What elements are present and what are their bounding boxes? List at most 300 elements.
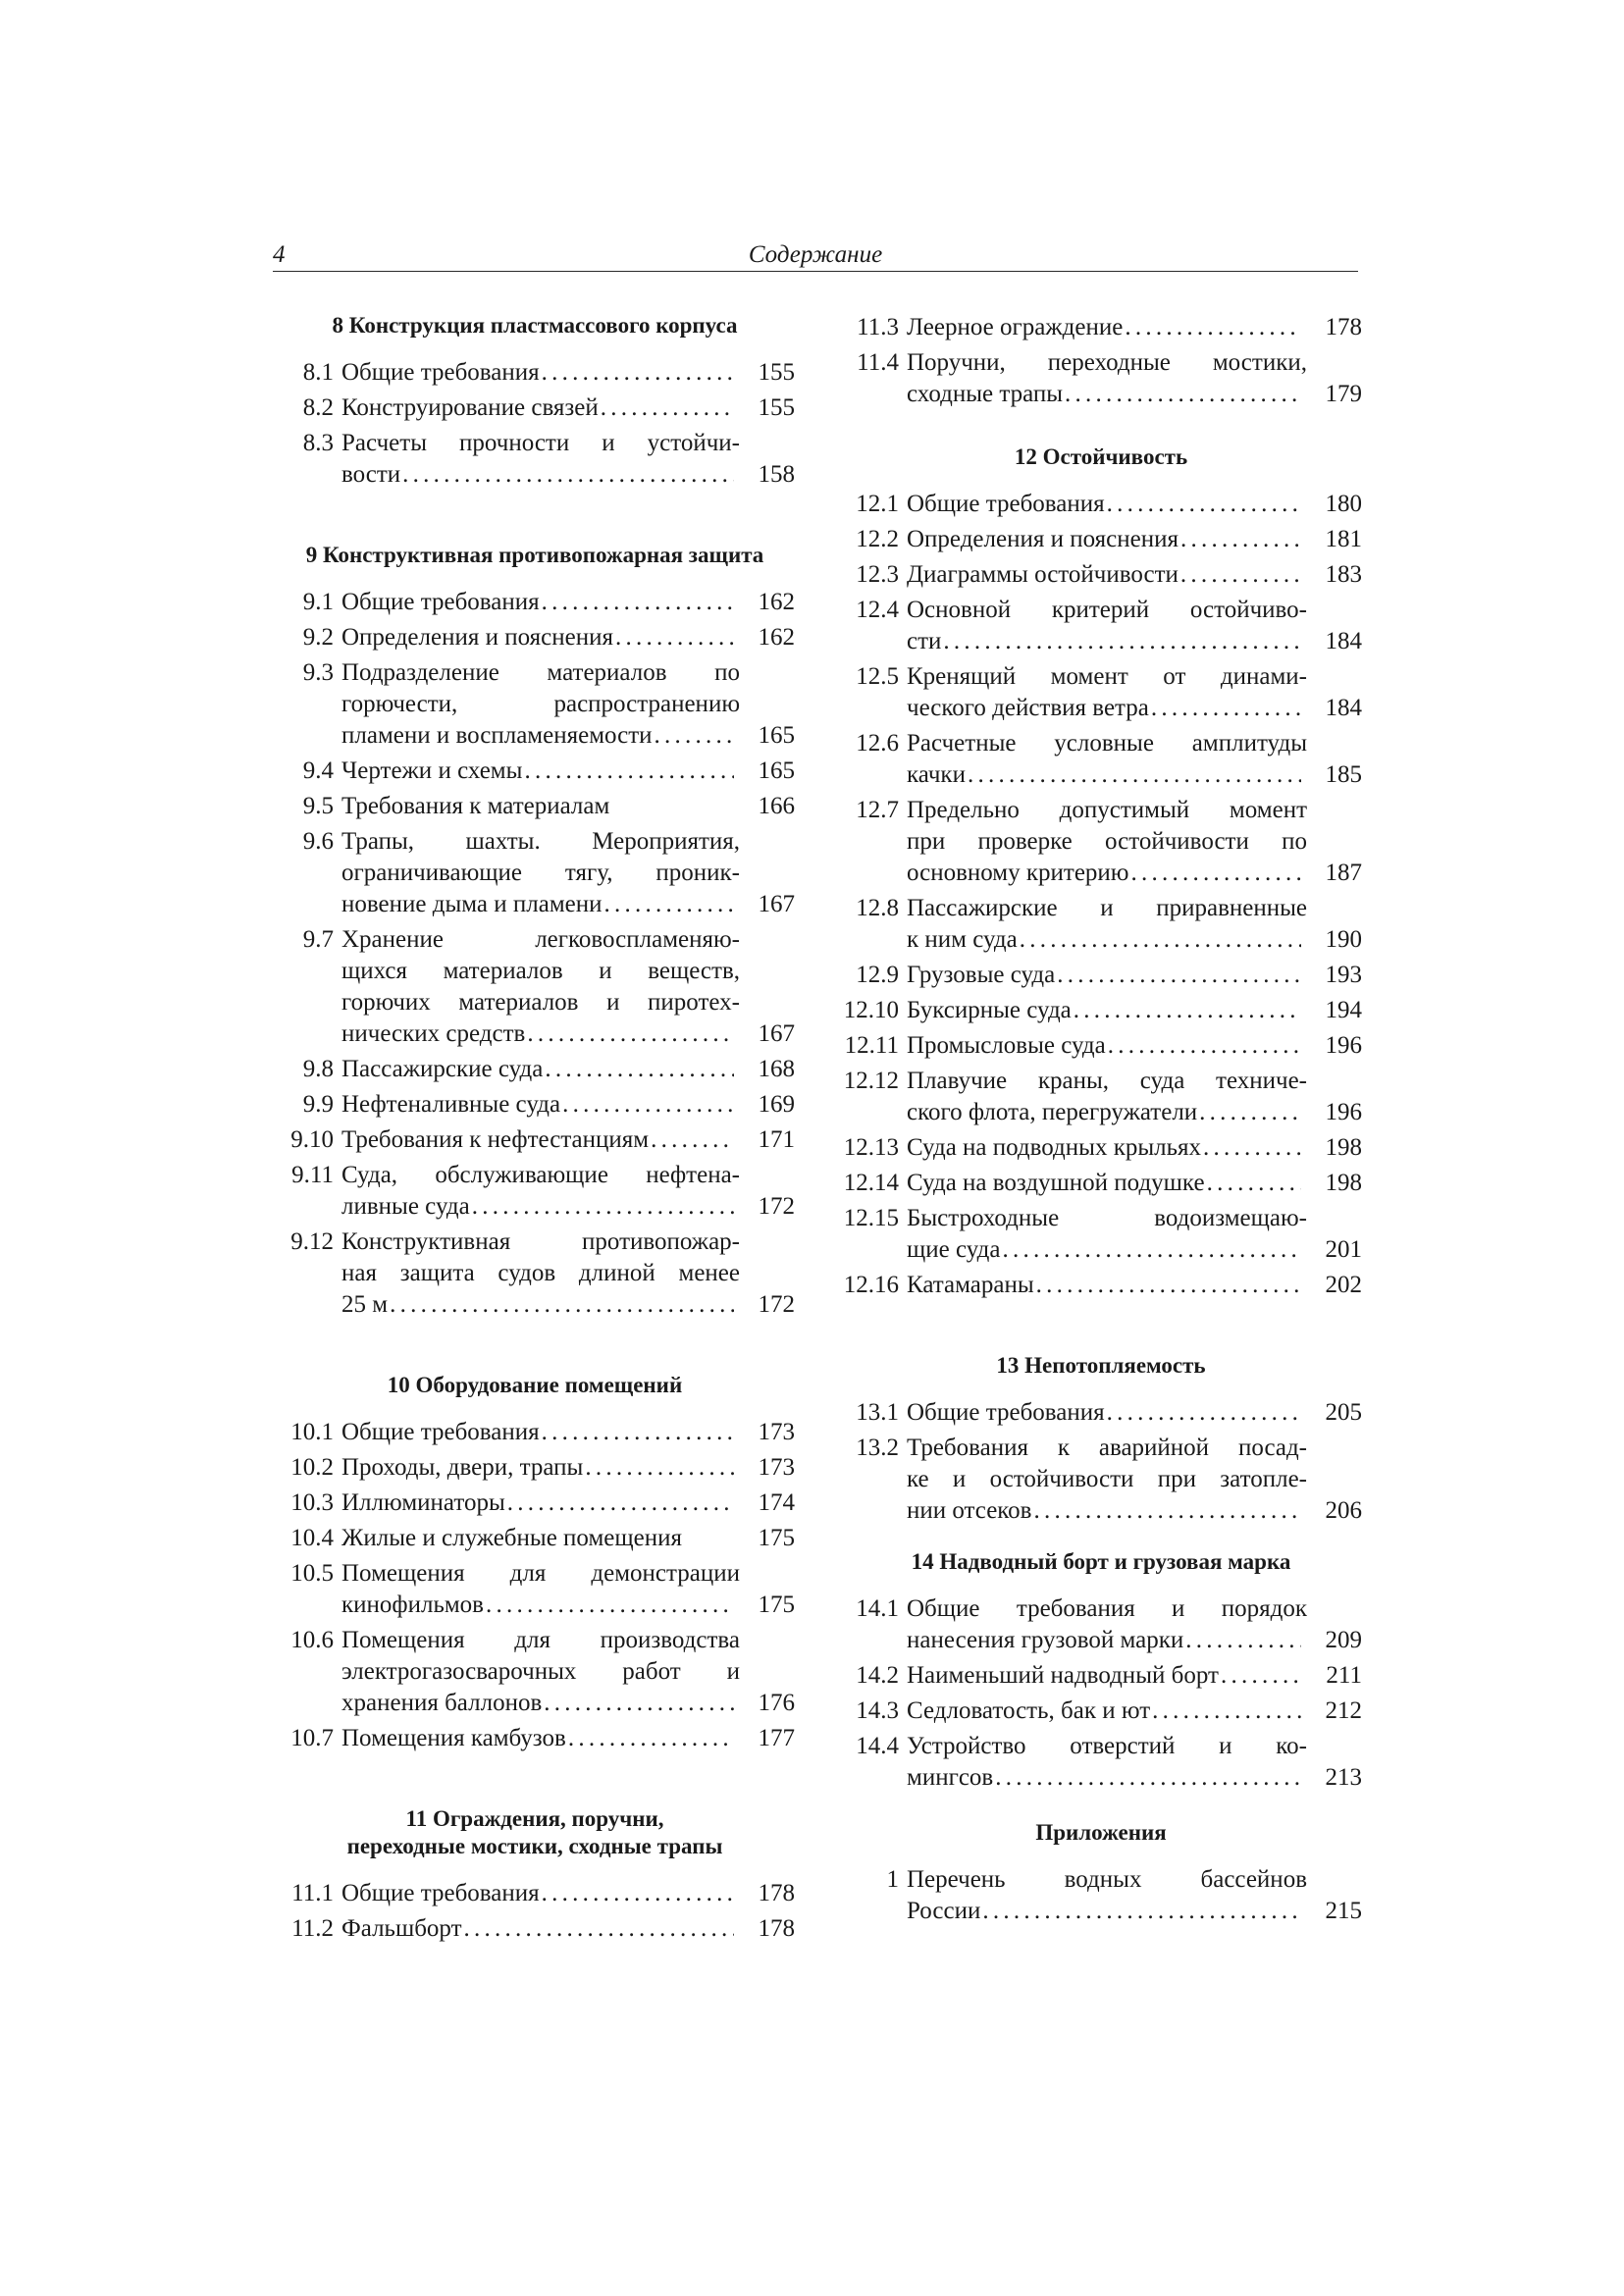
entry-title-last-line (341, 756, 740, 787)
entry-title (341, 587, 740, 618)
entry-number: 9.10 (290, 1126, 334, 1153)
entry-title-last-line (907, 1625, 1307, 1656)
entry-number: 12.12 (843, 1068, 899, 1094)
entry-number: 12.9 (856, 962, 899, 988)
entry-page-number: 184 (1325, 628, 1362, 654)
toc-entry[interactable] (275, 756, 795, 787)
toc-entry[interactable] (840, 1132, 1362, 1164)
entry-number: 9.1 (302, 589, 334, 615)
entry-title-line: горючих материалов и пиротех- (341, 989, 740, 1016)
toc-entry[interactable] (275, 1723, 795, 1754)
section-title-line: 13 Непотопляемость (996, 1353, 1206, 1378)
entry-title-last-line (341, 720, 740, 752)
toc-entry[interactable] (840, 1696, 1362, 1727)
entry-title-line: ограничивающие тягу, проник- (341, 860, 740, 886)
entry-page-number: 194 (1325, 997, 1362, 1023)
entry-title-line: основному критерию (907, 860, 1129, 886)
entry-title-line: Чертежи и схемы (341, 757, 523, 784)
toc-entry[interactable] (275, 1558, 795, 1621)
dot-leader (1185, 1625, 1301, 1656)
section-title (840, 1819, 1362, 1847)
toc-entry[interactable] (275, 1089, 795, 1121)
dot-leader (507, 1487, 734, 1519)
toc-entry[interactable] (275, 1417, 795, 1448)
section-title-line: 12 Остойчивость (1014, 444, 1188, 469)
entry-number: 9.2 (302, 624, 334, 651)
toc-entry[interactable] (840, 524, 1362, 555)
toc-entry[interactable] (840, 1731, 1362, 1794)
entry-title-last-line (907, 995, 1307, 1026)
entry-title-line: Промысловые суда (907, 1032, 1106, 1059)
entry-title (907, 489, 1307, 520)
entry-number: 12.2 (856, 526, 899, 552)
entry-page-number: 162 (758, 589, 795, 615)
entry-number: 14.1 (856, 1595, 899, 1622)
section-title (275, 312, 795, 339)
entry-page-number: 155 (758, 394, 795, 421)
entry-title-line: Нефтеналивные суда (341, 1091, 561, 1118)
entry-page-number: 168 (758, 1056, 795, 1082)
toc-entry[interactable] (840, 1168, 1362, 1199)
toc-column-left (275, 312, 795, 1949)
toc-entry[interactable] (275, 657, 795, 752)
entry-title-line: пламени и воспламеняемости (341, 722, 653, 749)
entry-title (907, 1660, 1307, 1692)
dot-leader (544, 1688, 734, 1719)
section-title-line: 10 Оборудование помещений (387, 1373, 683, 1397)
section-title-line: 14 Надводный борт и грузовая марка (911, 1549, 1291, 1574)
entry-title-line: Кренящий момент от динами- (907, 663, 1307, 690)
entry-title-line: Хранение легковоспламеняю- (341, 926, 740, 953)
entry-title-last-line (907, 759, 1307, 791)
entry-title-line: Требования к нефтестанциям (341, 1126, 650, 1153)
toc-entry[interactable] (840, 1030, 1362, 1062)
entry-title (907, 312, 1307, 343)
entry-number: 9.4 (302, 757, 334, 784)
entry-page-number: 193 (1325, 962, 1362, 988)
toc-section (840, 312, 1362, 410)
entry-page-number: 176 (758, 1690, 795, 1716)
entry-number: 12.1 (856, 491, 899, 517)
entry-title-last-line (907, 559, 1307, 591)
section-title (275, 542, 795, 569)
entry-page-number: 172 (758, 1291, 795, 1318)
entry-title-last-line (907, 1495, 1307, 1527)
toc-entry[interactable] (275, 826, 795, 920)
entry-title-line: Общие требования (341, 1419, 540, 1445)
dot-leader (562, 1089, 734, 1121)
entry-number: 10.3 (290, 1489, 334, 1516)
entry-page-number: 178 (758, 1880, 795, 1906)
toc-section (840, 1548, 1362, 1794)
entry-title (341, 428, 740, 491)
entry-title-line: хранения баллонов (341, 1690, 543, 1716)
entry-title-line: Перечень водных бассейнов (907, 1866, 1307, 1893)
entry-page-number: 167 (758, 1020, 795, 1047)
dot-leader (390, 1289, 734, 1321)
entry-page-number: 212 (1325, 1697, 1362, 1724)
toc-entry[interactable] (275, 1452, 795, 1484)
entry-title (341, 657, 740, 752)
section-title (840, 1352, 1362, 1380)
entry-page-number: 211 (1326, 1662, 1362, 1689)
entry-title (907, 347, 1307, 410)
entry-number: 10.5 (290, 1560, 334, 1587)
entry-page-number: 185 (1325, 761, 1362, 788)
entry-page-number: 209 (1325, 1627, 1362, 1653)
entry-title (907, 795, 1307, 889)
entry-number: 8.2 (302, 394, 334, 421)
entry-title (907, 960, 1307, 991)
entry-title-line: Помещения для производства (341, 1627, 740, 1653)
toc-entry[interactable] (840, 595, 1362, 657)
entry-number: 9.11 (291, 1162, 334, 1188)
toc-entry[interactable] (840, 661, 1362, 724)
entry-title-line: Расчеты прочности и устойчи- (341, 430, 740, 456)
entry-title-last-line (341, 1878, 740, 1909)
section-title-line: 11 Ограждения, поручни, (405, 1806, 664, 1831)
entry-page-number: 201 (1325, 1236, 1362, 1263)
dot-leader (1107, 489, 1301, 520)
running-title: Содержание (748, 241, 883, 268)
entry-page-number: 206 (1325, 1497, 1362, 1524)
entry-title-line: Общие требования (341, 359, 540, 386)
entry-title-line: Суда, обслуживающие нефтена- (341, 1162, 740, 1188)
entry-page-number: 178 (1325, 314, 1362, 340)
entry-title-line: щихся материалов и веществ, (341, 958, 740, 984)
entry-number: 10.2 (290, 1454, 334, 1481)
toc-entry[interactable] (275, 392, 795, 424)
dot-leader (1108, 1030, 1301, 1062)
toc-entry[interactable] (275, 791, 795, 822)
toc-entry[interactable] (275, 924, 795, 1050)
dot-leader (542, 587, 734, 618)
entry-number: 12.5 (856, 663, 899, 690)
dot-leader (542, 357, 734, 389)
toc-entry[interactable] (840, 489, 1362, 520)
entry-number: 11.1 (291, 1880, 334, 1906)
entry-title-last-line (341, 622, 740, 653)
toc-entry[interactable] (840, 312, 1362, 343)
entry-title (907, 893, 1307, 956)
toc-entry[interactable] (840, 1864, 1362, 1927)
toc-entry[interactable] (840, 1397, 1362, 1429)
entry-title (341, 622, 740, 653)
dot-leader (968, 759, 1301, 791)
entry-title-line: ского флота, перегружатели (907, 1099, 1198, 1125)
entry-page-number: 187 (1325, 860, 1362, 886)
entry-title-line: мингсов (907, 1764, 994, 1791)
dot-leader (545, 1054, 734, 1085)
entry-title-last-line (341, 1089, 740, 1121)
entry-title-line: нических средств (341, 1020, 526, 1047)
toc-entry[interactable] (840, 1660, 1362, 1692)
entry-number: 12.3 (856, 561, 899, 588)
entry-title (907, 1132, 1307, 1164)
entry-title-line: Поручни, переходные мостики, (907, 349, 1307, 376)
page-number: 4 (273, 241, 286, 268)
toc-entry[interactable] (840, 795, 1362, 889)
dot-leader (982, 1896, 1301, 1927)
entry-page-number: 184 (1325, 695, 1362, 721)
entry-number: 9.3 (302, 659, 334, 686)
toc-entry[interactable] (275, 1054, 795, 1085)
entry-page-number: 167 (758, 891, 795, 917)
entry-title (341, 1558, 740, 1621)
entry-title-last-line (907, 489, 1307, 520)
toc-section (275, 1805, 795, 1945)
entry-title-last-line (907, 1270, 1307, 1301)
dot-leader (651, 1124, 734, 1156)
entry-page-number: 165 (758, 757, 795, 784)
entry-title-last-line (341, 587, 740, 618)
entry-title-line: Определения и пояснения (341, 624, 613, 651)
toc-entry[interactable] (275, 1487, 795, 1519)
entry-title-line: кинофильмов (341, 1592, 484, 1618)
toc-entry[interactable] (840, 1066, 1362, 1128)
dot-leader (1107, 1397, 1301, 1429)
toc-entry[interactable] (840, 893, 1362, 956)
toc-entry[interactable] (275, 1523, 795, 1554)
dot-leader (1180, 524, 1301, 555)
entry-title-line: Диаграммы остойчивости (907, 561, 1179, 588)
entry-number: 14.3 (856, 1697, 899, 1724)
entry-title-last-line (341, 1054, 740, 1085)
entry-page-number: 190 (1325, 926, 1362, 953)
toc-section (275, 312, 795, 491)
entry-title-last-line (907, 1234, 1307, 1266)
entry-title (907, 728, 1307, 791)
entry-title (907, 1030, 1307, 1062)
entry-number: 11.4 (857, 349, 899, 376)
entry-title-last-line (341, 1289, 740, 1321)
entry-page-number: 177 (758, 1725, 795, 1751)
entry-number: 9.7 (302, 926, 334, 953)
section-title (275, 1805, 795, 1860)
toc-entry[interactable] (840, 559, 1362, 591)
entry-title (341, 756, 740, 787)
dot-leader (527, 1018, 734, 1050)
entry-title-line: нии отсеков (907, 1497, 1032, 1524)
entry-title-last-line (341, 889, 740, 920)
toc-entry[interactable] (840, 1593, 1362, 1656)
toc-entry[interactable] (840, 347, 1362, 410)
entry-title (907, 1731, 1307, 1794)
toc-section (840, 444, 1362, 1301)
dot-leader (1036, 1270, 1301, 1301)
entry-title-line: ная защита судов длиной менее (341, 1260, 740, 1286)
entry-title (907, 1433, 1307, 1527)
entry-title-line: Определения и пояснения (907, 526, 1179, 552)
toc-entry[interactable] (275, 1878, 795, 1909)
entry-page-number: 205 (1325, 1399, 1362, 1426)
entry-number: 9.8 (302, 1056, 334, 1082)
entry-title (341, 1913, 740, 1945)
entry-number: 12.14 (843, 1170, 899, 1196)
entry-title-line: щие суда (907, 1236, 1001, 1263)
toc-entry[interactable] (275, 587, 795, 618)
toc-section (275, 1372, 795, 1754)
dot-leader (472, 1191, 734, 1223)
section-title-line: переходные мостики, сходные трапы (346, 1834, 723, 1858)
section-title (275, 1372, 795, 1399)
dot-leader (1130, 858, 1301, 889)
toc-entry[interactable] (275, 1913, 795, 1945)
entry-title-last-line (341, 1417, 740, 1448)
toc-entry[interactable] (840, 995, 1362, 1026)
entry-number: 9.5 (302, 793, 334, 819)
entry-title (341, 1487, 740, 1519)
toc-entry[interactable] (840, 1203, 1362, 1266)
entry-title (907, 1203, 1307, 1266)
toc-entry[interactable] (275, 622, 795, 653)
entry-title-last-line (341, 1124, 740, 1156)
dot-leader (585, 1452, 734, 1484)
entry-title-line: Леерное ограждение (907, 314, 1124, 340)
entry-title (907, 559, 1307, 591)
entry-title-last-line (341, 791, 740, 822)
entry-page-number: 173 (758, 1419, 795, 1445)
entry-title-line: Грузовые суда (907, 962, 1056, 988)
entry-title (341, 924, 740, 1050)
toc-section (840, 1352, 1362, 1527)
entry-number: 12.13 (843, 1134, 899, 1161)
entry-title-last-line (907, 312, 1307, 343)
entry-title (341, 826, 740, 920)
entry-title-line: Общие требования (341, 589, 540, 615)
entry-title-line: 25 м (341, 1291, 389, 1318)
entry-title (341, 1160, 740, 1223)
entry-title-last-line (907, 1168, 1307, 1199)
entry-title-last-line (907, 379, 1307, 410)
entry-title-line: России (907, 1898, 981, 1924)
entry-title-last-line (341, 1523, 740, 1554)
entry-title-last-line (341, 1191, 740, 1223)
entry-title-line: Общие требования (341, 1880, 540, 1906)
dot-leader (1180, 559, 1301, 591)
entry-title-last-line (907, 1660, 1307, 1692)
entry-page-number: 158 (758, 461, 795, 488)
entry-title (341, 1226, 740, 1321)
entry-title-line: Наименьший надводный борт (907, 1662, 1219, 1689)
entry-page-number: 183 (1325, 561, 1362, 588)
dot-leader (1125, 312, 1301, 343)
entry-page-number: 173 (758, 1454, 795, 1481)
entry-page-number: 179 (1325, 381, 1362, 407)
toc-entry[interactable] (275, 1226, 795, 1321)
entry-number: 12.15 (843, 1205, 899, 1231)
toc-entry[interactable] (840, 728, 1362, 791)
dot-leader (464, 1913, 734, 1945)
entry-page-number: 180 (1325, 491, 1362, 517)
entry-title-last-line (341, 1487, 740, 1519)
entry-title-line: сходные трапы (907, 381, 1064, 407)
entry-number: 12.7 (856, 797, 899, 823)
entry-page-number: 196 (1325, 1032, 1362, 1059)
entry-title (341, 392, 740, 424)
entry-title (341, 1089, 740, 1121)
dot-leader (1152, 1696, 1301, 1727)
entry-title-line: Трапы, шахты. Мероприятия, (341, 828, 740, 855)
entry-title-last-line (341, 392, 740, 424)
entry-title-last-line (907, 1132, 1307, 1164)
entry-number: 8.3 (302, 430, 334, 456)
entry-title-last-line (341, 357, 740, 389)
entry-title-line: Общие требования и порядок (907, 1595, 1307, 1622)
entry-title-last-line (907, 1397, 1307, 1429)
page-header (273, 241, 1358, 272)
entry-title-line: нанесения грузовой марки (907, 1627, 1184, 1653)
entry-title (907, 661, 1307, 724)
toc-entry[interactable] (840, 960, 1362, 991)
dot-leader (1221, 1660, 1301, 1692)
dot-leader (1074, 995, 1301, 1026)
entry-title-line: к ним суда (907, 926, 1018, 953)
entry-number: 12.16 (843, 1272, 899, 1298)
entry-title-line: Подразделение материалов по (341, 659, 740, 686)
entry-title-line: Пассажирские суда (341, 1056, 544, 1082)
entry-title-last-line (341, 1452, 740, 1484)
dot-leader (568, 1723, 734, 1754)
entry-title-line: Общие требования (907, 491, 1105, 517)
entry-title (341, 1625, 740, 1719)
toc-entry[interactable] (275, 428, 795, 491)
dot-leader (1020, 924, 1301, 956)
entry-page-number: 155 (758, 359, 795, 386)
entry-title-line: Быстроходные водоизмещаю- (907, 1205, 1307, 1231)
entry-title-last-line (907, 1896, 1307, 1927)
entry-title (907, 595, 1307, 657)
entry-title-line: Общие требования (907, 1399, 1105, 1426)
dot-leader (1057, 960, 1301, 991)
entry-page-number: 171 (758, 1126, 795, 1153)
entry-title-line: Плавучие краны, суда техниче- (907, 1068, 1307, 1094)
entry-title (907, 524, 1307, 555)
entry-title-line: Помещения камбузов (341, 1725, 566, 1751)
toc-entry[interactable] (275, 1124, 795, 1156)
entry-title-line: Требования к аварийной посад- (907, 1435, 1307, 1461)
entry-title (907, 1168, 1307, 1199)
entry-title-last-line (907, 924, 1307, 956)
entry-number: 1 (886, 1866, 899, 1893)
entry-title-line: Конструктивная противопожар- (341, 1228, 740, 1255)
entry-title (341, 1124, 740, 1156)
entry-title-line: вости (341, 461, 401, 488)
entry-number: 14.4 (856, 1733, 899, 1759)
toc-entry[interactable] (840, 1433, 1362, 1527)
toc-entry[interactable] (275, 1625, 795, 1719)
entry-title-line: Расчетные условные амплитуды (907, 730, 1307, 757)
toc-entry[interactable] (275, 357, 795, 389)
entry-title-last-line (907, 858, 1307, 889)
entry-page-number: 166 (758, 793, 795, 819)
entry-number: 12.6 (856, 730, 899, 757)
entry-title-line: горючести, распространению (341, 691, 740, 717)
dot-leader (1002, 1234, 1301, 1266)
toc-entry[interactable] (840, 1270, 1362, 1301)
toc-section (840, 1819, 1362, 1927)
entry-title-line: ческого действия ветра (907, 695, 1149, 721)
entry-title-line: Конструирование связей (341, 394, 599, 421)
entry-number: 10.7 (290, 1725, 334, 1751)
toc-entry[interactable] (275, 1160, 795, 1223)
entry-title (341, 1417, 740, 1448)
entry-page-number: 213 (1325, 1764, 1362, 1791)
entry-title-line: сти (907, 628, 942, 654)
entry-title-line: Буксирные суда (907, 997, 1072, 1023)
entry-title-last-line (907, 693, 1307, 724)
dot-leader (995, 1762, 1301, 1794)
